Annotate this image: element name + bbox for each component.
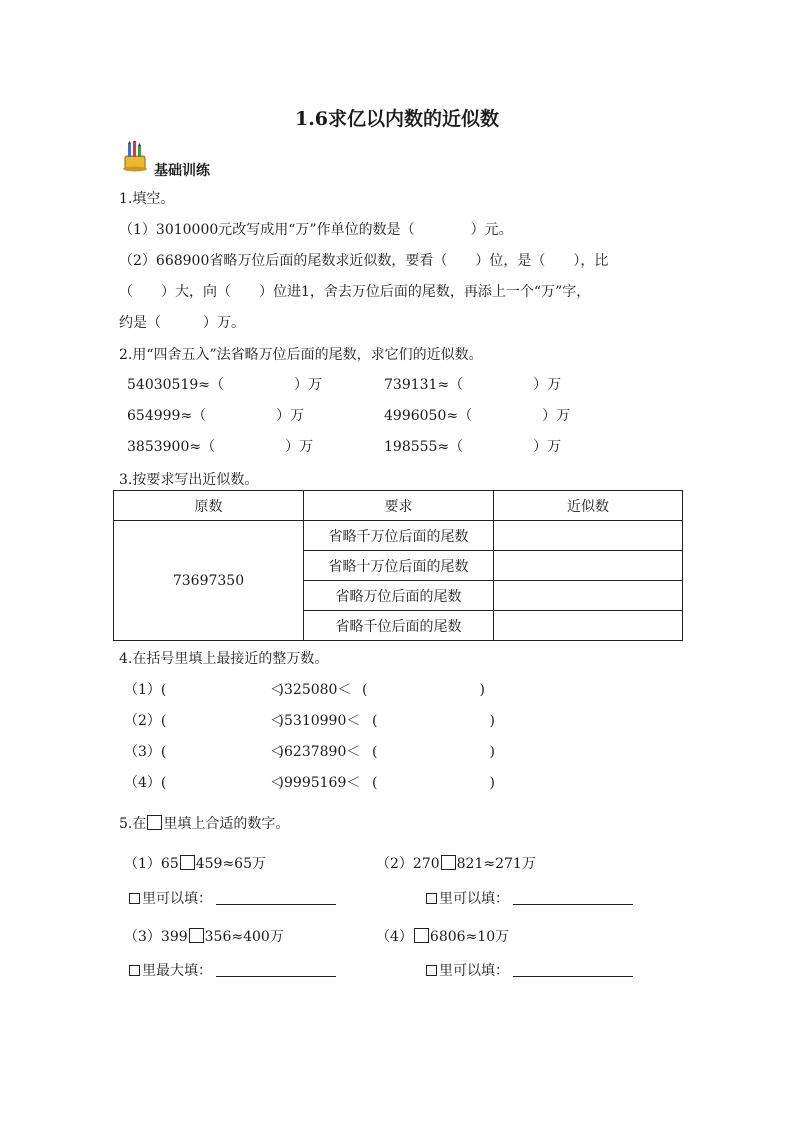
q1-line-2: （2）668900省略万位后面的尾数求近似数，要看（ ）位，是（ ），比 xyxy=(119,253,609,269)
q4-item-number: ＜5310990＜ xyxy=(270,713,361,729)
q5-answer-2 xyxy=(426,888,633,908)
table-header-row xyxy=(114,491,683,521)
answer-box-icon[interactable] xyxy=(189,928,204,943)
answer-cell[interactable] xyxy=(494,581,683,611)
q5-item-4 xyxy=(376,926,509,946)
q5-answer-label: 里可以填： xyxy=(439,891,509,907)
approximation-table xyxy=(113,490,683,641)
requirement-cell: 省略十万位后面的尾数 xyxy=(304,551,494,581)
q5-item-pre: （2）270 xyxy=(376,856,440,872)
q5-item-3 xyxy=(124,926,284,946)
pencil-cup-icon xyxy=(119,141,151,173)
q5-answer-3 xyxy=(129,960,336,980)
small-box-icon xyxy=(426,893,437,904)
answer-cell[interactable] xyxy=(494,611,683,641)
q5-item-2 xyxy=(376,853,536,873)
q5-item-post: 356≈400万 xyxy=(204,929,284,945)
answer-line[interactable] xyxy=(513,892,633,905)
q1-heading: 1.填空。 xyxy=(119,191,175,207)
q2-heading: 2.用“四舍五入”法省略万位后面的尾数，求它们的近似数。 xyxy=(119,347,483,363)
q2-item: 198555≈（ ）万 xyxy=(384,439,562,455)
q1-line-3: （ ）大，向（ ）位进1，舍去万位后面的尾数，再添上一个“万”字， xyxy=(119,284,591,300)
q5-answer-label: 里可以填： xyxy=(439,963,509,979)
q5-item-post: 821≈271万 xyxy=(456,856,536,872)
answer-box-icon[interactable] xyxy=(441,855,456,870)
q2-item: 3853900≈（ ）万 xyxy=(127,439,314,455)
table-header: 近似数 xyxy=(494,491,683,521)
answer-cell[interactable] xyxy=(494,521,683,551)
original-number-cell: 73697350 xyxy=(114,521,304,641)
requirement-cell: 省略万位后面的尾数 xyxy=(304,581,494,611)
q5-heading-pre: 5.在 xyxy=(119,816,147,832)
q5-item-pre: （1）65 xyxy=(124,856,179,872)
q4-item-right: ( ) xyxy=(362,682,485,698)
q4-item-left: （1）( ) xyxy=(124,682,284,698)
answer-line[interactable] xyxy=(513,964,633,977)
section-title: 基础训练 xyxy=(154,163,210,179)
q4-item-left: （2）( ) xyxy=(124,713,284,729)
table-header: 要求 xyxy=(304,491,494,521)
answer-line[interactable] xyxy=(216,892,336,905)
q5-item-pre: （3）399 xyxy=(124,929,188,945)
requirement-cell: 省略千位后面的尾数 xyxy=(304,611,494,641)
q5-answer-label: 里可以填： xyxy=(142,891,212,907)
table-row xyxy=(114,521,683,551)
q4-item-left: （3）( ) xyxy=(124,744,284,760)
q5-heading xyxy=(119,813,289,833)
q4-heading: 4.在括号里填上最接近的整万数。 xyxy=(119,651,329,667)
answer-box-icon xyxy=(147,815,162,830)
page-title: 1.6求亿以内数的近似数 xyxy=(294,108,500,130)
q4-item-number: ＜325080＜ xyxy=(270,682,352,698)
answer-cell[interactable] xyxy=(494,551,683,581)
q5-item-post: 459≈65万 xyxy=(195,856,267,872)
q4-item-right: ( ) xyxy=(372,775,495,791)
q2-item: 654999≈（ ）万 xyxy=(127,408,305,424)
q2-item: 4996050≈（ ）万 xyxy=(384,408,571,424)
answer-box-icon[interactable] xyxy=(414,928,429,943)
q2-item: 739131≈（ ）万 xyxy=(384,377,562,393)
q5-heading-post: 里填上合适的数字。 xyxy=(163,816,290,832)
q5-answer-1 xyxy=(129,888,336,908)
q5-item-1 xyxy=(124,853,266,873)
small-box-icon xyxy=(426,965,437,976)
table-header: 原数 xyxy=(114,491,304,521)
q5-item-pre: （4） xyxy=(376,929,413,945)
q1-line-4: 约是（ ）万。 xyxy=(119,315,245,331)
small-box-icon xyxy=(129,965,140,976)
q4-item-number: ＜9995169＜ xyxy=(270,775,361,791)
answer-box-icon[interactable] xyxy=(180,855,195,870)
q5-answer-label: 里最大填： xyxy=(142,963,212,979)
q4-item-left: （4）( ) xyxy=(124,775,284,791)
q1-line-1: （1）3010000元改写成用“万”作单位的数是（ ）元。 xyxy=(119,222,513,238)
q4-item-right: ( ) xyxy=(372,713,495,729)
q2-item: 54030519≈（ ）万 xyxy=(127,377,322,393)
answer-line[interactable] xyxy=(216,964,336,977)
q3-heading: 3.按要求写出近似数。 xyxy=(119,472,259,488)
q4-item-right: ( ) xyxy=(372,744,495,760)
q5-item-post: 6806≈10万 xyxy=(429,929,510,945)
q4-item-number: ＜6237890＜ xyxy=(270,744,361,760)
small-box-icon xyxy=(129,893,140,904)
q5-answer-4 xyxy=(426,960,633,980)
requirement-cell: 省略千万位后面的尾数 xyxy=(304,521,494,551)
